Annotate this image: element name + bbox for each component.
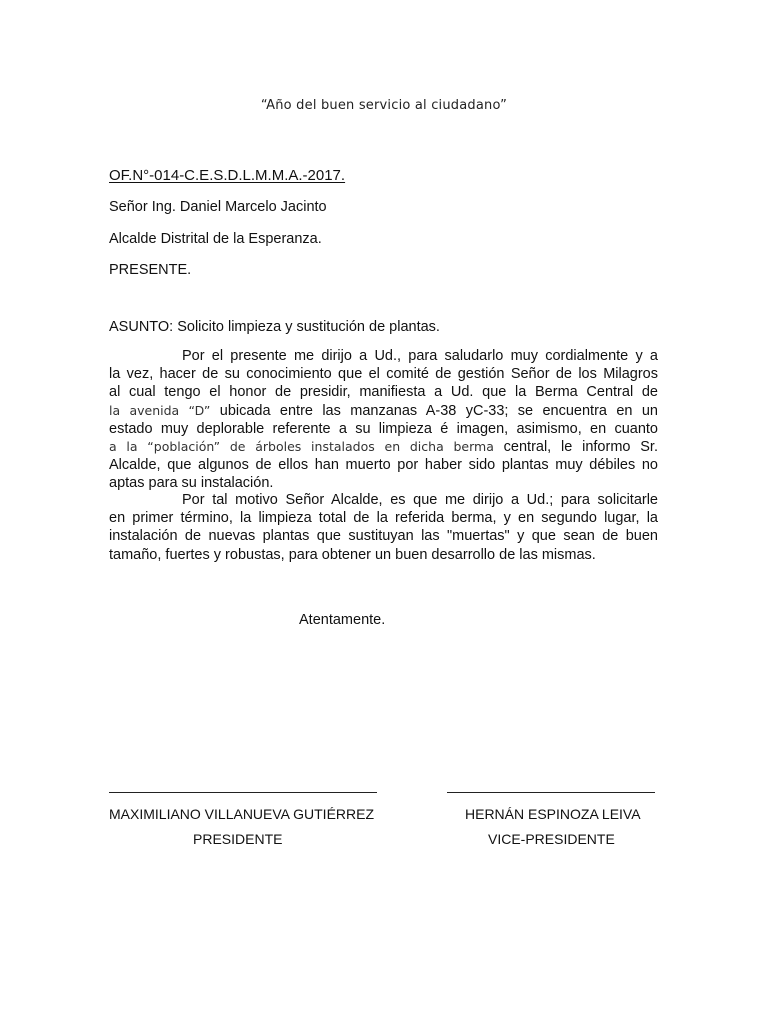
paragraph-text: ubicada entre las manzanas A-38 yC-33; se encuentra en un	[210, 402, 658, 419]
recipient-name: Señor Ing. Daniel Marcelo Jacinto	[109, 199, 327, 215]
president-name: MAXIMILIANO VILLANUEVA GUTIÉRREZ	[109, 806, 375, 822]
office-reference: OF.N°-014-C.E.S.D.L.M.M.A.-2017.	[109, 167, 346, 184]
avenue-reference: la avenida “D”	[109, 402, 211, 418]
year-motto: “Año del buen servicio al ciudadano”	[260, 98, 508, 113]
subject-line: ASUNTO: Solicito limpieza y sustitución de plantas.	[109, 319, 440, 335]
closing-salutation: Atentamente.	[299, 612, 386, 628]
population-reference: a la “población” de árboles instalados en dicha berma	[109, 439, 494, 455]
vice-president-name: HERNÁN ESPINOZA LEIVA	[465, 806, 641, 822]
signature-line-vice-president	[447, 792, 655, 793]
paragraph-line: al cual tengo el honor de presidir, manifiesta a Ud. que la Berma Central de	[109, 384, 658, 401]
paragraph-line: Por tal motivo Señor Alcalde, es que me dirijo a Ud.; para solicitarle	[182, 492, 658, 508]
president-role: PRESIDENTE	[193, 831, 283, 847]
paragraph-line: en primer término, la limpieza total de la referida berma, y en segundo lugar, la	[109, 510, 658, 527]
vice-president-role: VICE-PRESIDENTE	[488, 831, 615, 847]
paragraph-line: aptas para su instalación.	[109, 475, 274, 492]
paragraph-line: la vez, hacer de su conocimiento que el comité de gestión Señor de los Milagros	[109, 366, 658, 383]
paragraph-line: tamaño, fuertes y robustas, para obtener un buen desarrollo de las mismas.	[109, 546, 596, 563]
paragraph-line: instalación de nuevas plantas que sustituyan las "muertas" y que sean de buen	[109, 528, 658, 545]
body-paragraph-1	[109, 347, 658, 493]
paragraph-text: central, le informo Sr.	[493, 439, 658, 456]
paragraph-line: estado muy deplorable referente a su limpieza é imagen, asimismo, en cuanto	[109, 420, 658, 437]
body-paragraph-2	[109, 491, 658, 564]
paragraph-line: Alcalde, que algunos de ellos han muerto por haber sido plantas muy débiles no	[109, 457, 658, 474]
paragraph-line	[109, 402, 658, 420]
paragraph-line	[109, 438, 658, 456]
paragraph-line: Por el presente me dirijo a Ud., para saludarlo muy cordialmente y a	[182, 348, 658, 364]
signature-line-president	[109, 792, 377, 793]
present-heading: PRESENTE.	[109, 262, 192, 278]
recipient-title: Alcalde Distrital de la Esperanza.	[109, 231, 322, 247]
